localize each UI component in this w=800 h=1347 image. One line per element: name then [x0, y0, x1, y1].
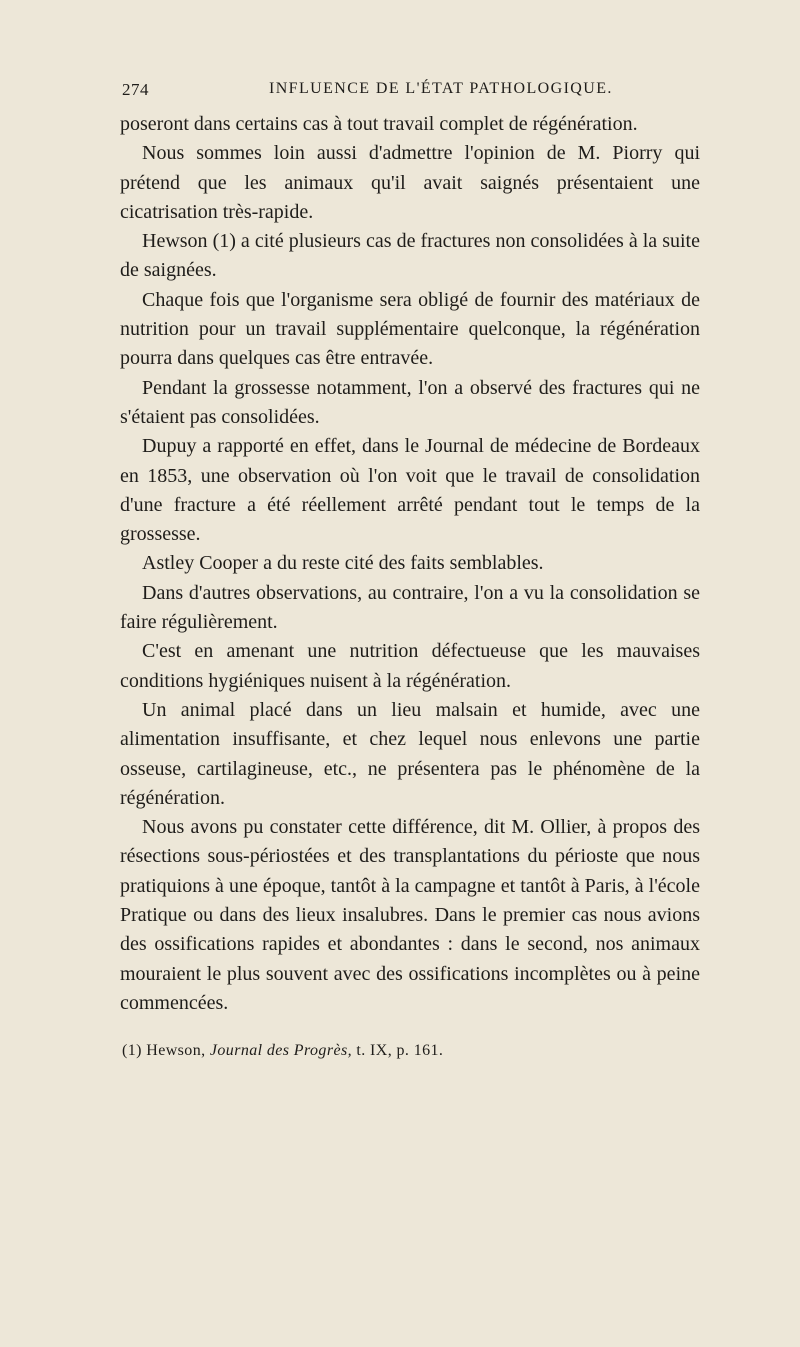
footnote-journal: Journal des Progrès, [209, 1042, 352, 1059]
page-header [122, 80, 702, 110]
paragraph: Chaque fois que l'organisme sera obligé de fournir des matériaux de nutrition pour un travail supplémentaire quelconque, la régénération pourra dans quelques cas être entravée. [120, 288, 700, 370]
paragraph: Hewson (1) a cité plusieurs cas de fractures non consolidées à la suite de saignées. [120, 230, 700, 282]
paragraph: C'est en amenant une nutrition défectueuse que les mauvaises conditions hygiéniques nuisent à la régénération. [120, 640, 700, 692]
paragraph: Nous avons pu constater cette différence, dit M. Ollier, à propos des résections sous-périostées et des transplantations du périoste que nous pratiquions à une époque, tantôt à la campagne et tantôt à Paris, à l'école Pratique ou dans des lieux insalubres. Dans le premier cas nous avions des ossifications rapides et abondantes : dans le second, nos animaux mouraient le plus souvent avec des ossifications incomplètes ou à peine commencées. [120, 816, 700, 1014]
footnote [122, 1040, 702, 1062]
paragraph: Pendant la grossesse notamment, l'on a observé des fractures qui ne s'étaient pas consolidées. [120, 376, 700, 428]
footnote-reference: t. IX, p. 161. [356, 1042, 444, 1059]
paragraph: Astley Cooper a du reste cité des faits semblables. [142, 552, 544, 575]
paragraph: Dans d'autres observations, au contraire, l'on a vu la consolidation se faire régulièrement. [120, 581, 700, 634]
paragraph: Dupuy a rapporté en effet, dans le Journal de médecine de Bordeaux en 1853, une observation où l'on voit que le travail de consolidation d'une fracture a été réellement arrêté pendant tout le temps de la grossesse. [120, 435, 700, 546]
paragraph: poseront dans certains cas à tout travail complet de régénération. [120, 113, 638, 135]
page-number: 274 [122, 80, 149, 99]
body-text [120, 110, 700, 1018]
paragraph: Un animal placé dans un lieu malsain et humide, avec une alimentation insuffisante, et chez lequel nous enlevons une partie osseuse, cartilagineuse, etc., ne présentera pas le phénomène de la régénération. [120, 698, 700, 809]
running-head: INFLUENCE DE L'ÉTAT PATHOLOGIQUE. [269, 80, 613, 97]
paragraph: Nous sommes loin aussi d'admettre l'opinion de M. Piorry qui prétend que les animaux qu'il avait saignés présentaient une cicatrisation très-rapide. [120, 142, 700, 223]
footnote-marker: (1) Hewson, [122, 1042, 206, 1059]
